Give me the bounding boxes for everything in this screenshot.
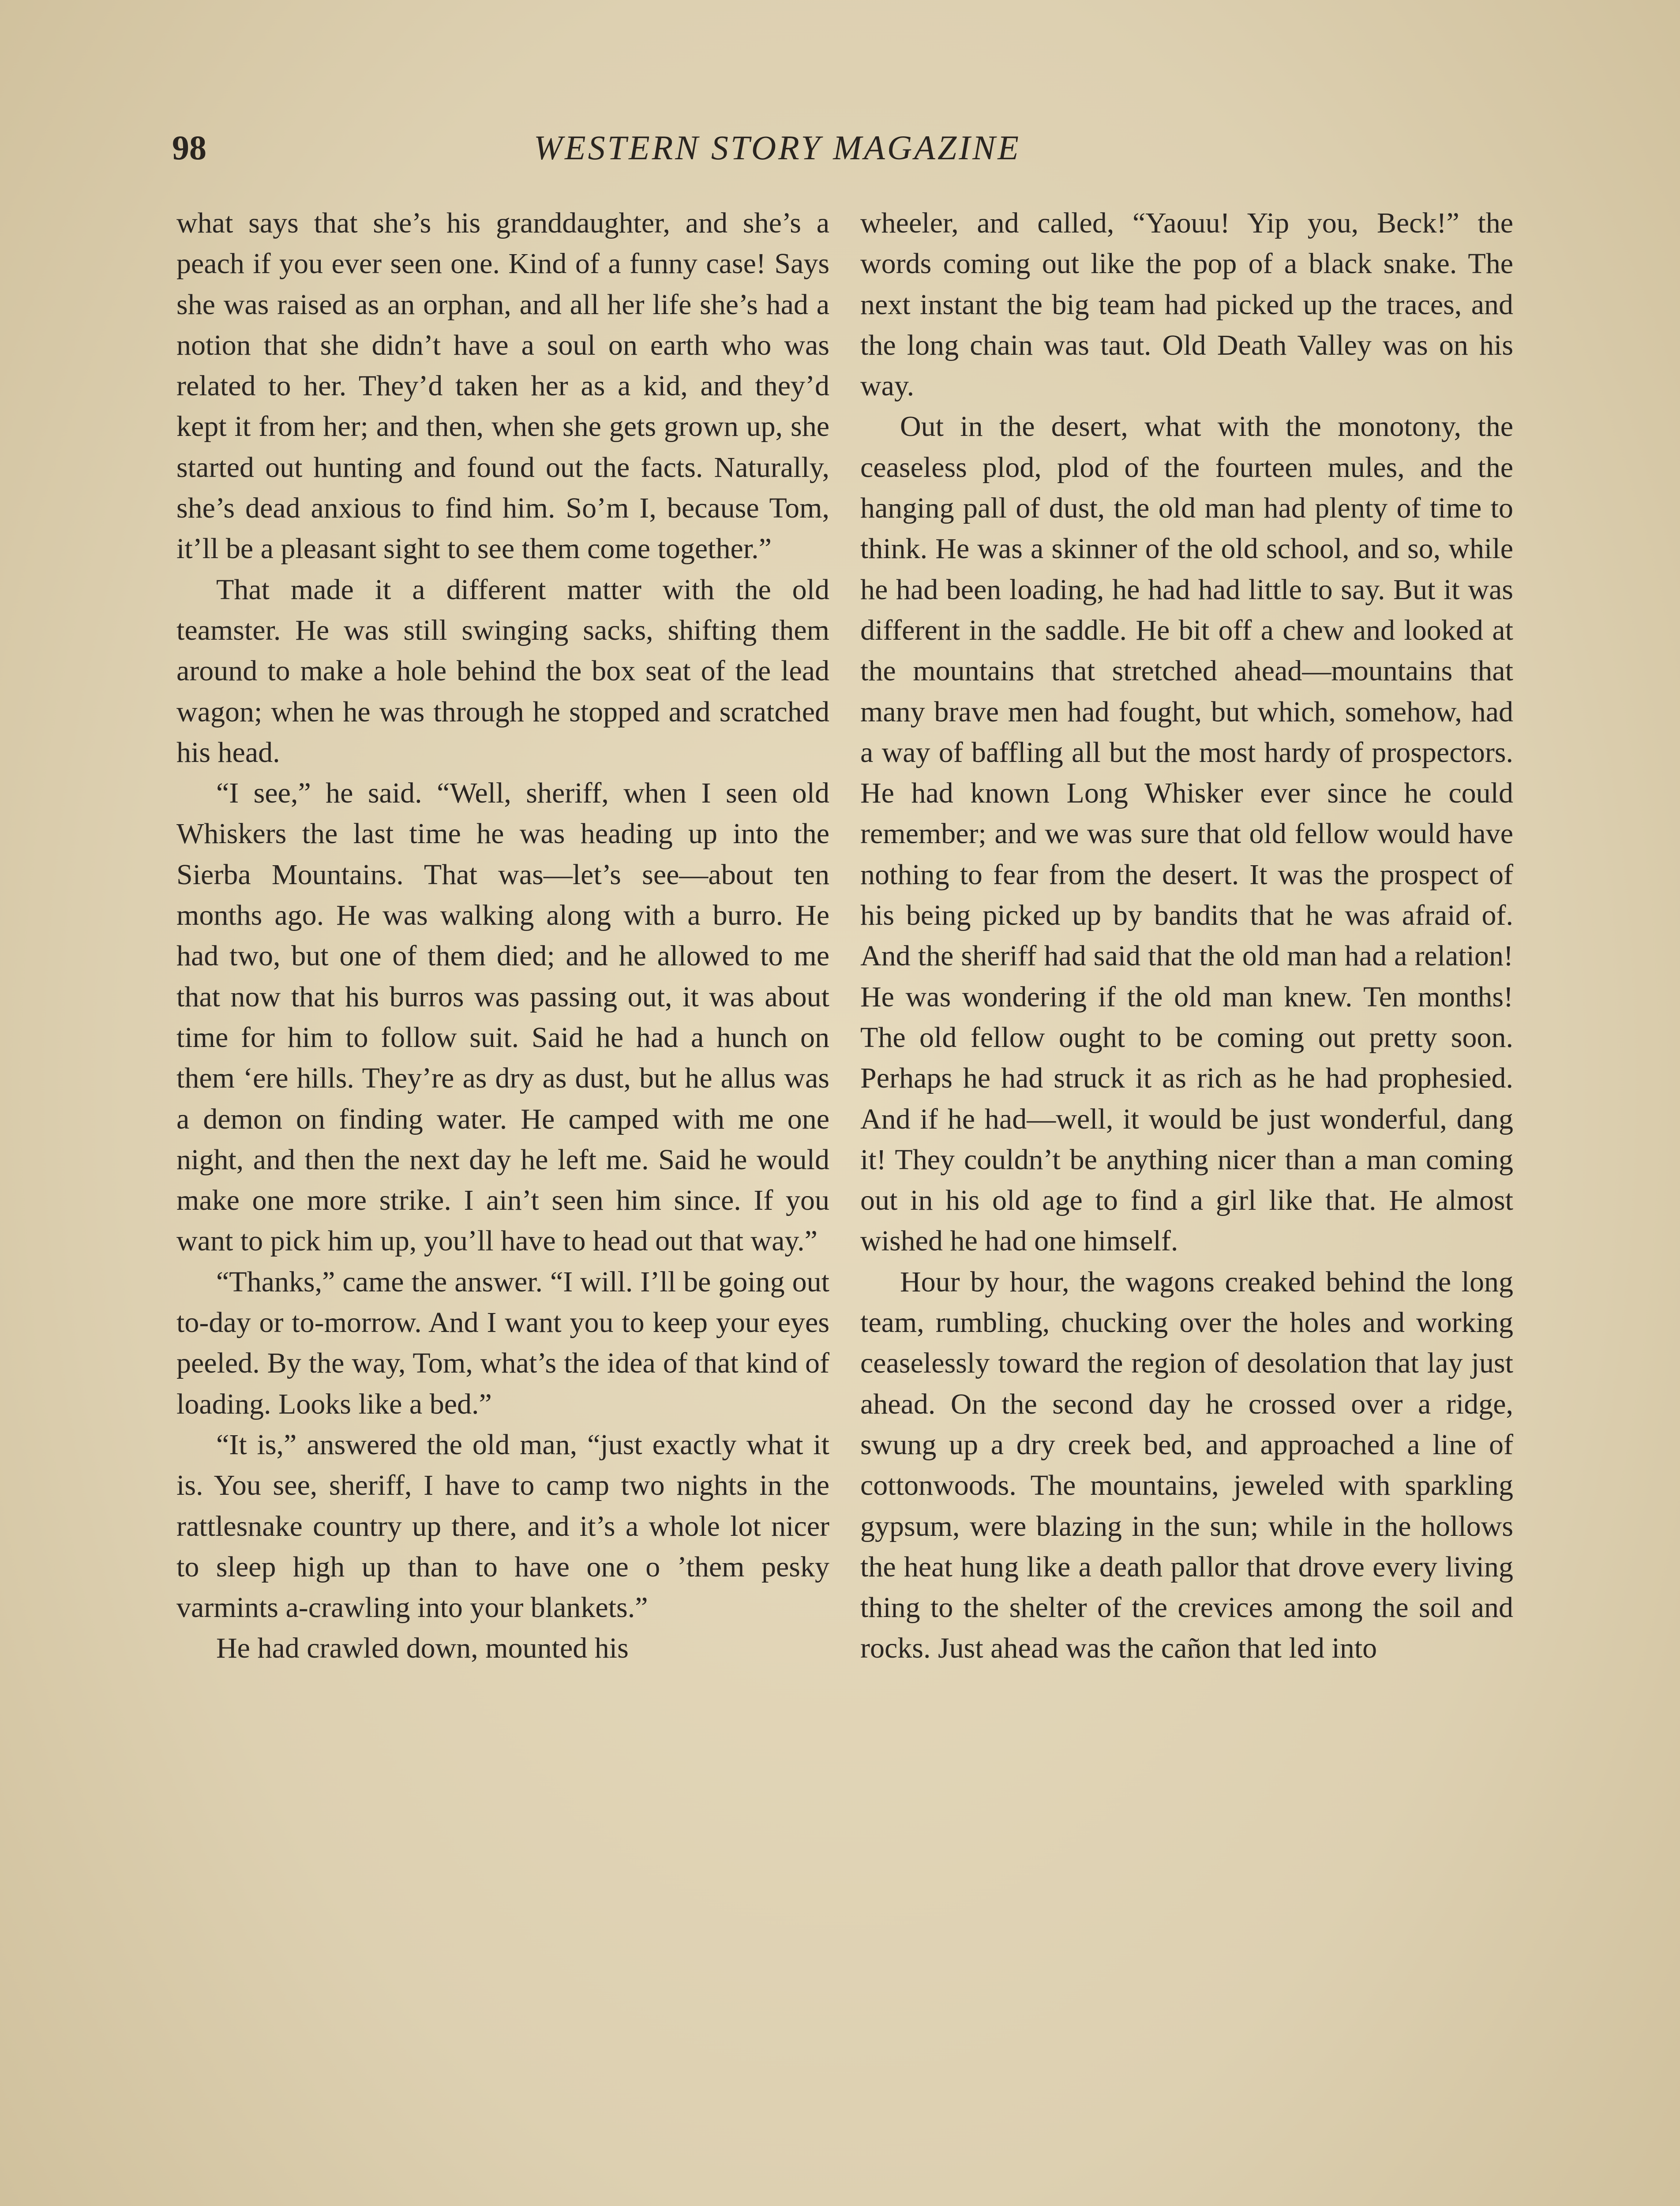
paragraph: wheeler, and called, “Yaouu! Yip you, Beck!” the words coming out like the pop of a black snake. The next instant the big team had picked up the traces, and the long chain was taut. Old Death Valley was on his way.	[860, 207, 1513, 402]
paragraph: “It is,” answered the old man, “just exactly what it is. You see, sheriff, I have to camp two nights in the rattlesnake country up there, and it’s a whole lot nicer to sleep high up than to have one o ’them pesky varmints a-crawling into your blankets.”	[176, 1428, 829, 1624]
paragraph: That made it a different matter with the old teamster. He was still swinging sacks, shifting them around to make a hole behind the box seat of the lead wagon; when he was through he stopped and scratched his head.	[176, 573, 829, 769]
paragraph: what says that she’s his granddaughter, and she’s a peach if you ever seen one. Kind of a funny case! Says she was raised as an orphan, and all her life she’s had a notion that she didn’t have a soul on earth who was related to her. They’d taken her as a kid, and they’d kept it from her; and then, when she gets grown up, she started out hunting and found out the facts. Naturally, she’s dead anxious to find him. So’m I, because Tom, it’ll be a pleasant sight to see them come together.”	[176, 207, 829, 565]
right-text-column	[860, 203, 1513, 1669]
running-title: WESTERN STORY MAGAZINE	[534, 128, 1021, 167]
paragraph: “Thanks,” came the answer. “I will. I’ll be going out to-day or to-morrow. And I want you to keep your eyes peeled. By the way, Tom, what’s the idea of that kind of loading. Looks like a bed.”	[176, 1265, 829, 1420]
left-text-column	[176, 203, 829, 1669]
paragraph: “I see,” he said. “Well, sheriff, when I seen old Whiskers the last time he was heading up into the Sierba Mountains. That was—let’s see—about ten months ago. He was walking along with a burro. He had two, but one of them died; and he allowed to me that now that his burros was passing out, it was about time for him to follow suit. Said he had a hunch on them ‘ere hills. They’re as dry as dust, but he allus was a demon on finding water. He camped with me one night, and then the next day he left me. Said he would make one more strike. I ain’t seen him since. If you want to pick him up, you’ll have to head out that way.”	[176, 777, 829, 1257]
paragraph: He had crawled down, mounted his	[216, 1632, 629, 1665]
page-number: 98	[172, 128, 206, 167]
paragraph: Out in the desert, what with the monotony, the ceaseless plod, plod of the fourteen mules, and the hanging pall of dust, the old man had plenty of time to think. He was a skinner of the old school, and so, while he had been loading, he had had little to say. But it was different in the saddle. He bit off a chew and looked at the mountains that stretched ahead—mountains that many brave men had fought, but which, somehow, had a way of baffling all but the most hardy of prospectors. He had known Long Whisker ever since he could remember; and we was sure that old fellow would have nothing to fear from the desert. It was the prospect of his being picked up by bandits that he was afraid of. And the sheriff had said that the old man had a relation! He was wondering if the old man knew. Ten months! The old fellow ought to be coming out pretty soon. Perhaps he had struck it as rich as he had prophesied. And if he had—well, it would be just wonderful, dang it! They couldn’t be anything nicer than a man coming out in his old age to find a girl like that. He almost wished he had one himself.	[860, 410, 1513, 1257]
page-header	[172, 126, 1513, 183]
paragraph: Hour by hour, the wagons creaked behind the long team, rumbling, chucking over the holes and working ceaselessly toward the region of desolation that lay just ahead. On the second day he crossed over a ridge, swung up a dry creek bed, and approached a line of cottonwoods. The mountains, jeweled with sparkling gypsum, were blazing in the sun; while in the hollows the heat hung like a death pallor that drove every living thing to the shelter of the crevices among the soil and rocks. Just ahead was the cañon that led into	[860, 1265, 1513, 1665]
